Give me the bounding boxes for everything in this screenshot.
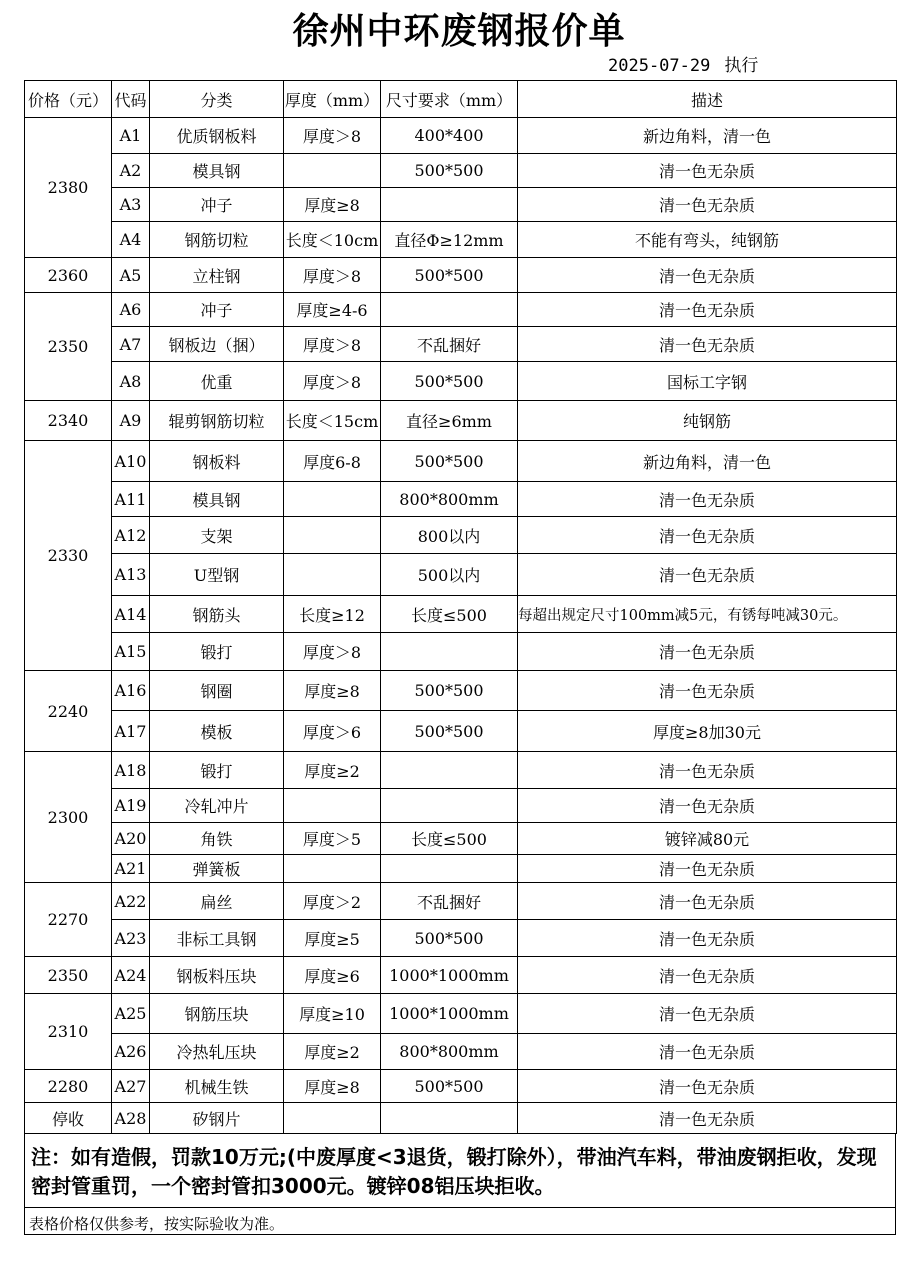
size-cell: 500*500 [381, 711, 518, 752]
size-cell [381, 789, 518, 823]
notes-section [24, 1133, 896, 1235]
description-cell: 镀锌减80元 [518, 823, 897, 855]
code-cell: A8 [112, 362, 150, 401]
size-cell [381, 188, 518, 222]
category-cell: 角铁 [150, 823, 284, 855]
date-suffix: 执行 [724, 56, 759, 76]
footnote-text: 表格价格仅供参考，按实际验收为准。 [29, 1215, 285, 1233]
table-row [25, 362, 897, 401]
table-row [25, 441, 897, 482]
code-cell: A10 [112, 441, 150, 482]
price-cell: 2350 [25, 293, 112, 401]
thickness-cell: 厚度≥6 [284, 957, 381, 994]
code-cell: A21 [112, 855, 150, 883]
description-cell: 清一色无杂质 [518, 994, 897, 1034]
thickness-cell: 厚度＞8 [284, 118, 381, 154]
code-cell: A7 [112, 327, 150, 362]
description-cell: 清一色无杂质 [518, 920, 897, 957]
size-cell: 1000*1000mm [381, 994, 518, 1034]
price-cell: 2360 [25, 258, 112, 293]
thickness-cell: 厚度＞8 [284, 327, 381, 362]
description-cell: 国标工字钢 [518, 362, 897, 401]
thickness-cell: 长度≥12 [284, 596, 381, 633]
table-row [25, 855, 897, 883]
code-cell: A16 [112, 671, 150, 711]
description-cell: 厚度≥8加30元 [518, 711, 897, 752]
category-cell: 辊剪钢筋切粒 [150, 401, 284, 441]
thickness-cell: 厚度＞8 [284, 633, 381, 671]
thickness-cell [284, 517, 381, 554]
code-cell: A4 [112, 222, 150, 258]
category-cell: 冲子 [150, 293, 284, 327]
size-cell: 500*500 [381, 671, 518, 711]
price-cell: 2380 [25, 118, 112, 258]
thickness-cell: 长度＜15cm [284, 401, 381, 441]
description-cell: 清一色无杂质 [518, 517, 897, 554]
description-cell: 清一色无杂质 [518, 957, 897, 994]
description-cell: 清一色无杂质 [518, 554, 897, 596]
code-cell: A5 [112, 258, 150, 293]
size-cell: 直径Φ≥12mm [381, 222, 518, 258]
table-row [25, 1070, 897, 1103]
code-cell: A3 [112, 188, 150, 222]
description-cell: 清一色无杂质 [518, 1070, 897, 1103]
price-cell: 2330 [25, 441, 112, 671]
size-cell [381, 293, 518, 327]
description-cell: 不能有弯头，纯钢筋 [518, 222, 897, 258]
price-table [24, 80, 897, 1134]
table-row [25, 517, 897, 554]
description-cell: 新边角料，清一色 [518, 118, 897, 154]
header-price: 价格（元） [25, 81, 112, 118]
size-cell: 800*800mm [381, 482, 518, 517]
thickness-cell: 厚度≥8 [284, 188, 381, 222]
code-cell: A24 [112, 957, 150, 994]
price-cell: 2350 [25, 957, 112, 994]
code-cell: A12 [112, 517, 150, 554]
price-cell: 2310 [25, 994, 112, 1070]
description-cell: 清一色无杂质 [518, 188, 897, 222]
description-cell: 清一色无杂质 [518, 327, 897, 362]
thickness-cell: 长度＜10cm [284, 222, 381, 258]
table-row [25, 222, 897, 258]
table-row [25, 596, 897, 633]
description-cell: 清一色无杂质 [518, 752, 897, 789]
category-cell: 钢板料压块 [150, 957, 284, 994]
thickness-cell: 厚度≥2 [284, 1034, 381, 1070]
description-cell: 清一色无杂质 [518, 1034, 897, 1070]
category-cell: 钢板料 [150, 441, 284, 482]
thickness-cell: 厚度≥2 [284, 752, 381, 789]
category-cell: 立柱钢 [150, 258, 284, 293]
code-cell: A1 [112, 118, 150, 154]
category-cell: 钢板边（捆） [150, 327, 284, 362]
size-cell: 500以内 [381, 554, 518, 596]
thickness-cell: 厚度＞6 [284, 711, 381, 752]
category-cell: 钢筋切粒 [150, 222, 284, 258]
code-cell: A11 [112, 482, 150, 517]
size-cell [381, 633, 518, 671]
size-cell: 不乱捆好 [381, 327, 518, 362]
code-cell: A26 [112, 1034, 150, 1070]
thickness-cell: 厚度≥8 [284, 671, 381, 711]
category-cell: 钢筋头 [150, 596, 284, 633]
category-cell: 锻打 [150, 752, 284, 789]
table-row [25, 789, 897, 823]
code-cell: A27 [112, 1070, 150, 1103]
header-description: 描述 [518, 81, 897, 118]
code-cell: A17 [112, 711, 150, 752]
table-row [25, 957, 897, 994]
thickness-cell [284, 855, 381, 883]
category-cell: 扁丝 [150, 883, 284, 920]
price-cell: 2300 [25, 752, 112, 883]
description-cell: 清一色无杂质 [518, 258, 897, 293]
code-cell: A13 [112, 554, 150, 596]
table-row [25, 994, 897, 1034]
description-cell: 清一色无杂质 [518, 883, 897, 920]
table-row [25, 258, 897, 293]
price-cell: 2280 [25, 1070, 112, 1103]
code-cell: A20 [112, 823, 150, 855]
table-row [25, 752, 897, 789]
description-cell: 清一色无杂质 [518, 633, 897, 671]
note-text: 注：如有造假，罚款10万元;(中废厚度<3退货，锻打除外），带油汽车料，带油废钢拒收，发现密封管重罚，一个密封管扣3000元。镀锌08铝压块拒收。 [25, 1133, 895, 1208]
thickness-cell: 厚度≥5 [284, 920, 381, 957]
thickness-cell [284, 482, 381, 517]
table-row [25, 883, 897, 920]
code-cell: A28 [112, 1103, 150, 1134]
category-cell: 弹簧板 [150, 855, 284, 883]
description-cell: 清一色无杂质 [518, 482, 897, 517]
size-cell: 500*500 [381, 362, 518, 401]
size-cell [381, 855, 518, 883]
code-cell: A25 [112, 994, 150, 1034]
table-row [25, 920, 897, 957]
thickness-cell: 厚度＞8 [284, 258, 381, 293]
price-cell: 2270 [25, 883, 112, 957]
thickness-cell: 厚度≥4-6 [284, 293, 381, 327]
category-cell: 钢圈 [150, 671, 284, 711]
size-cell: 500*500 [381, 258, 518, 293]
category-cell: 模具钢 [150, 482, 284, 517]
description-cell: 清一色无杂质 [518, 855, 897, 883]
header-size: 尺寸要求（mm） [381, 81, 518, 118]
size-cell [381, 1103, 518, 1134]
size-cell: 400*400 [381, 118, 518, 154]
category-cell: 锻打 [150, 633, 284, 671]
header-category: 分类 [150, 81, 284, 118]
description-cell: 新边角料，清一色 [518, 441, 897, 482]
table-header-row [25, 81, 897, 118]
category-cell: 模具钢 [150, 154, 284, 188]
table-row [25, 633, 897, 671]
category-cell: 优质钢板料 [150, 118, 284, 154]
size-cell: 长度≤500 [381, 596, 518, 633]
code-cell: A22 [112, 883, 150, 920]
description-cell: 清一色无杂质 [518, 154, 897, 188]
header-code: 代码 [112, 81, 150, 118]
table-row [25, 711, 897, 752]
table-row [25, 327, 897, 362]
size-cell: 500*500 [381, 441, 518, 482]
size-cell: 500*500 [381, 1070, 518, 1103]
effective-date [608, 54, 758, 78]
size-cell [381, 752, 518, 789]
code-cell: A6 [112, 293, 150, 327]
description-cell: 清一色无杂质 [518, 789, 897, 823]
table-row [25, 1103, 897, 1134]
category-cell: 非标工具钢 [150, 920, 284, 957]
size-cell: 不乱捆好 [381, 883, 518, 920]
price-cell: 2340 [25, 401, 112, 441]
category-cell: 机械生铁 [150, 1070, 284, 1103]
table-row [25, 293, 897, 327]
table-row [25, 823, 897, 855]
category-cell: 优重 [150, 362, 284, 401]
category-cell: 矽钢片 [150, 1103, 284, 1134]
size-cell: 500*500 [381, 154, 518, 188]
table-body [25, 118, 897, 1134]
table-row [25, 401, 897, 441]
category-cell: 模板 [150, 711, 284, 752]
table-row [25, 188, 897, 222]
page-title: 徐州中环废钢报价单 [292, 11, 626, 52]
code-cell: A9 [112, 401, 150, 441]
size-cell: 800以内 [381, 517, 518, 554]
code-cell: A15 [112, 633, 150, 671]
table-row [25, 671, 897, 711]
thickness-cell: 厚度＞2 [284, 883, 381, 920]
date-value: 2025-07-29 [608, 56, 711, 76]
table-row [25, 1034, 897, 1070]
table-row [25, 118, 897, 154]
category-cell: U型钢 [150, 554, 284, 596]
category-cell: 支架 [150, 517, 284, 554]
thickness-cell: 厚度6-8 [284, 441, 381, 482]
size-cell: 长度≤500 [381, 823, 518, 855]
thickness-cell: 厚度＞5 [284, 823, 381, 855]
price-cell: 停收 [25, 1103, 112, 1134]
code-cell: A18 [112, 752, 150, 789]
thickness-cell: 厚度≥8 [284, 1070, 381, 1103]
thickness-cell [284, 554, 381, 596]
description-cell: 每超出规定尺寸100mm减5元，有锈每吨减30元。 [518, 596, 897, 633]
thickness-cell [284, 154, 381, 188]
table-row [25, 482, 897, 517]
code-cell: A2 [112, 154, 150, 188]
category-cell: 钢筋压块 [150, 994, 284, 1034]
table-row [25, 154, 897, 188]
category-cell: 冲子 [150, 188, 284, 222]
size-cell: 1000*1000mm [381, 957, 518, 994]
code-cell: A14 [112, 596, 150, 633]
category-cell: 冷轧冲片 [150, 789, 284, 823]
description-cell: 纯钢筋 [518, 401, 897, 441]
size-cell: 直径≥6mm [381, 401, 518, 441]
description-cell: 清一色无杂质 [518, 293, 897, 327]
description-cell: 清一色无杂质 [518, 1103, 897, 1134]
size-cell: 500*500 [381, 920, 518, 957]
thickness-cell: 厚度≥10 [284, 994, 381, 1034]
category-cell: 冷热轧压块 [150, 1034, 284, 1070]
size-cell: 800*800mm [381, 1034, 518, 1070]
thickness-cell [284, 789, 381, 823]
price-cell: 2240 [25, 671, 112, 752]
header-thickness: 厚度（mm） [284, 81, 381, 118]
description-cell: 清一色无杂质 [518, 671, 897, 711]
thickness-cell [284, 1103, 381, 1134]
code-cell: A23 [112, 920, 150, 957]
thickness-cell: 厚度＞8 [284, 362, 381, 401]
table-row [25, 554, 897, 596]
code-cell: A19 [112, 789, 150, 823]
